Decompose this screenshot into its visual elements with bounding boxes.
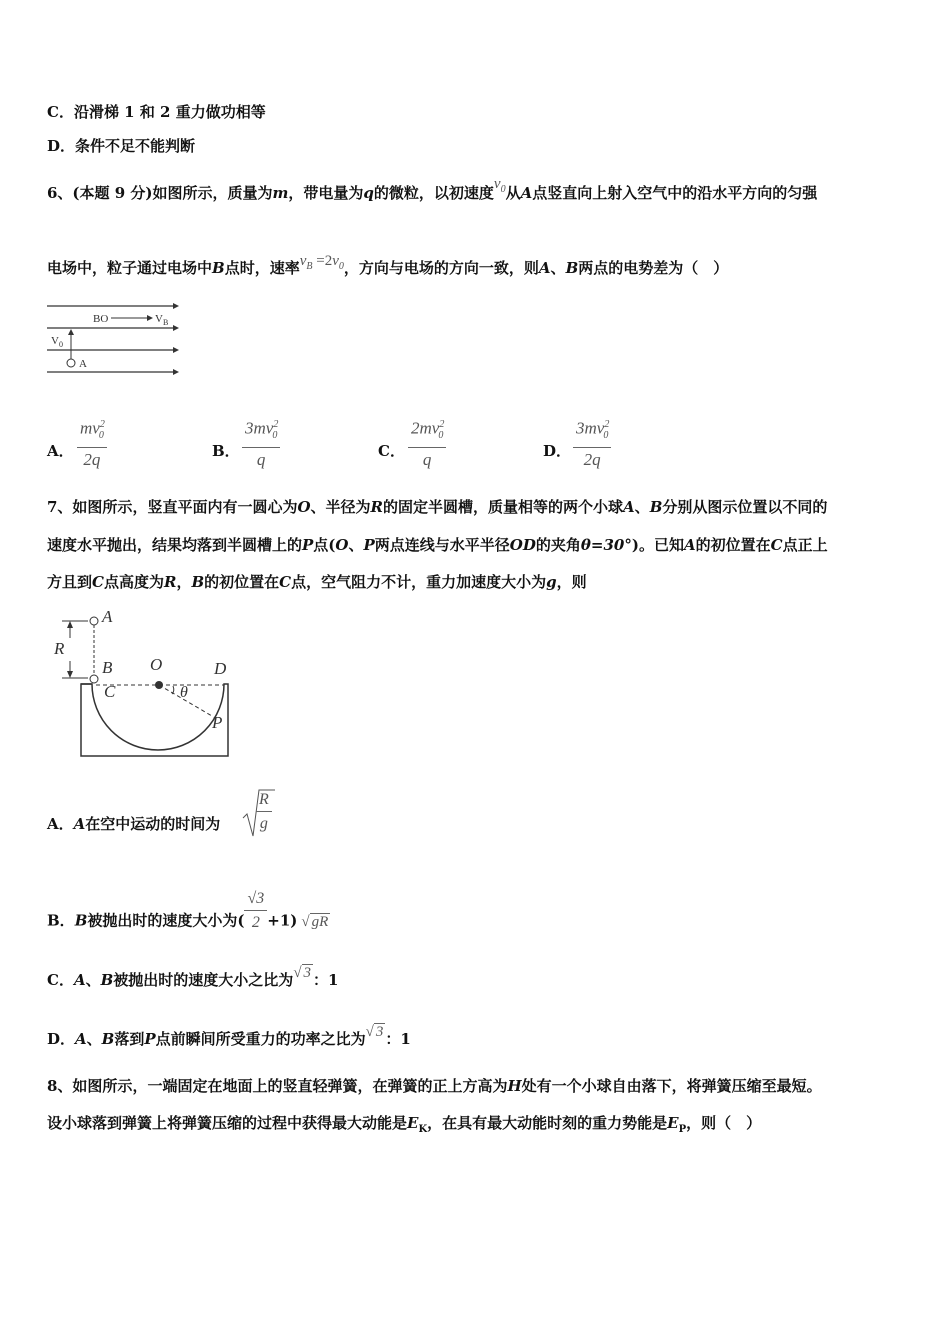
fig6-b-label: BO [93,313,109,325]
q7-line2: 速度水平抛出，结果均落到半圆槽上的P点(O、P两点连线与水平半径OD的夹角θ=30°)。已知A的初位置在C点正上 [47,536,828,554]
fig7-o-label: O [150,655,163,674]
fig6-a-label: A [79,358,87,370]
q6-line1: 6、(本题 9 分)如图所示，质量为m，带电量为q的微粒，以初速度$v_0$从A点竖直向上射入空气中的沿水平方向的匀强 [47,176,818,202]
q7-option-d[interactable]: D．A、B落到P点前瞬间所受重力的功率之比为√ 3 ：1 [47,1024,411,1048]
fig7-a-label: A [102,607,113,626]
q8-line2: 设小球落到弹簧上将弹簧压缩的过程中获得最大动能是$E_K$，在具有最大动能时刻的重力势能是$E_P$，则（ ） [47,1114,762,1135]
q7-line3: 方且到C点高度为R，B的初位置在C点，空气阻力不计，重力加速度大小为g，则 [47,573,587,591]
q7-semicircle-figure [48,606,238,762]
q7-option-b[interactable]: B．B被抛出时的速度大小为( $\frac{√3}{2}$ +1) √ gR [47,890,329,931]
q8-line1: 8、如图所示，一端固定在地面上的竖直轻弹簧，在弹簧的正上方高为H处有一个小球自由落下，将弹簧压缩至最短。 [47,1077,822,1095]
fig7-theta-label: θ [180,684,188,701]
option-c-prev: C．沿滑梯 1 和 2 重力做功相等 [47,103,266,121]
q7-option-c[interactable]: C．A、B被抛出时的速度大小之比为√ 3 ：1 [47,965,339,989]
fig7-c-label: C [104,682,116,701]
fig7-b-label: B [102,658,113,677]
fig6-vb-label: $V_B$ [155,313,169,327]
q7-option-a[interactable]: A．A在空中运动的时间为 [47,815,221,833]
fig7-r-label: R [54,639,65,658]
q6-field-figure [45,298,180,380]
fig6-v0-label: $V_0$ [51,335,63,349]
option-d-prev: D．条件不足不能判断 [47,137,196,155]
fig7-p-label: P [212,713,223,732]
q7-line1: 7、如图所示，竖直平面内有一圆心为O、半径为R的固定半圆槽，质量相等的两个小球A、B分别从图示位置以不同的 [47,498,828,516]
q6-line2: 电场中，粒子通过电场中B点时，速率$v_B =2v_0$，方向与电场的方向一致，则A、B两点的电势差为（ ） [47,253,729,277]
fig7-d-label: D [214,659,227,678]
